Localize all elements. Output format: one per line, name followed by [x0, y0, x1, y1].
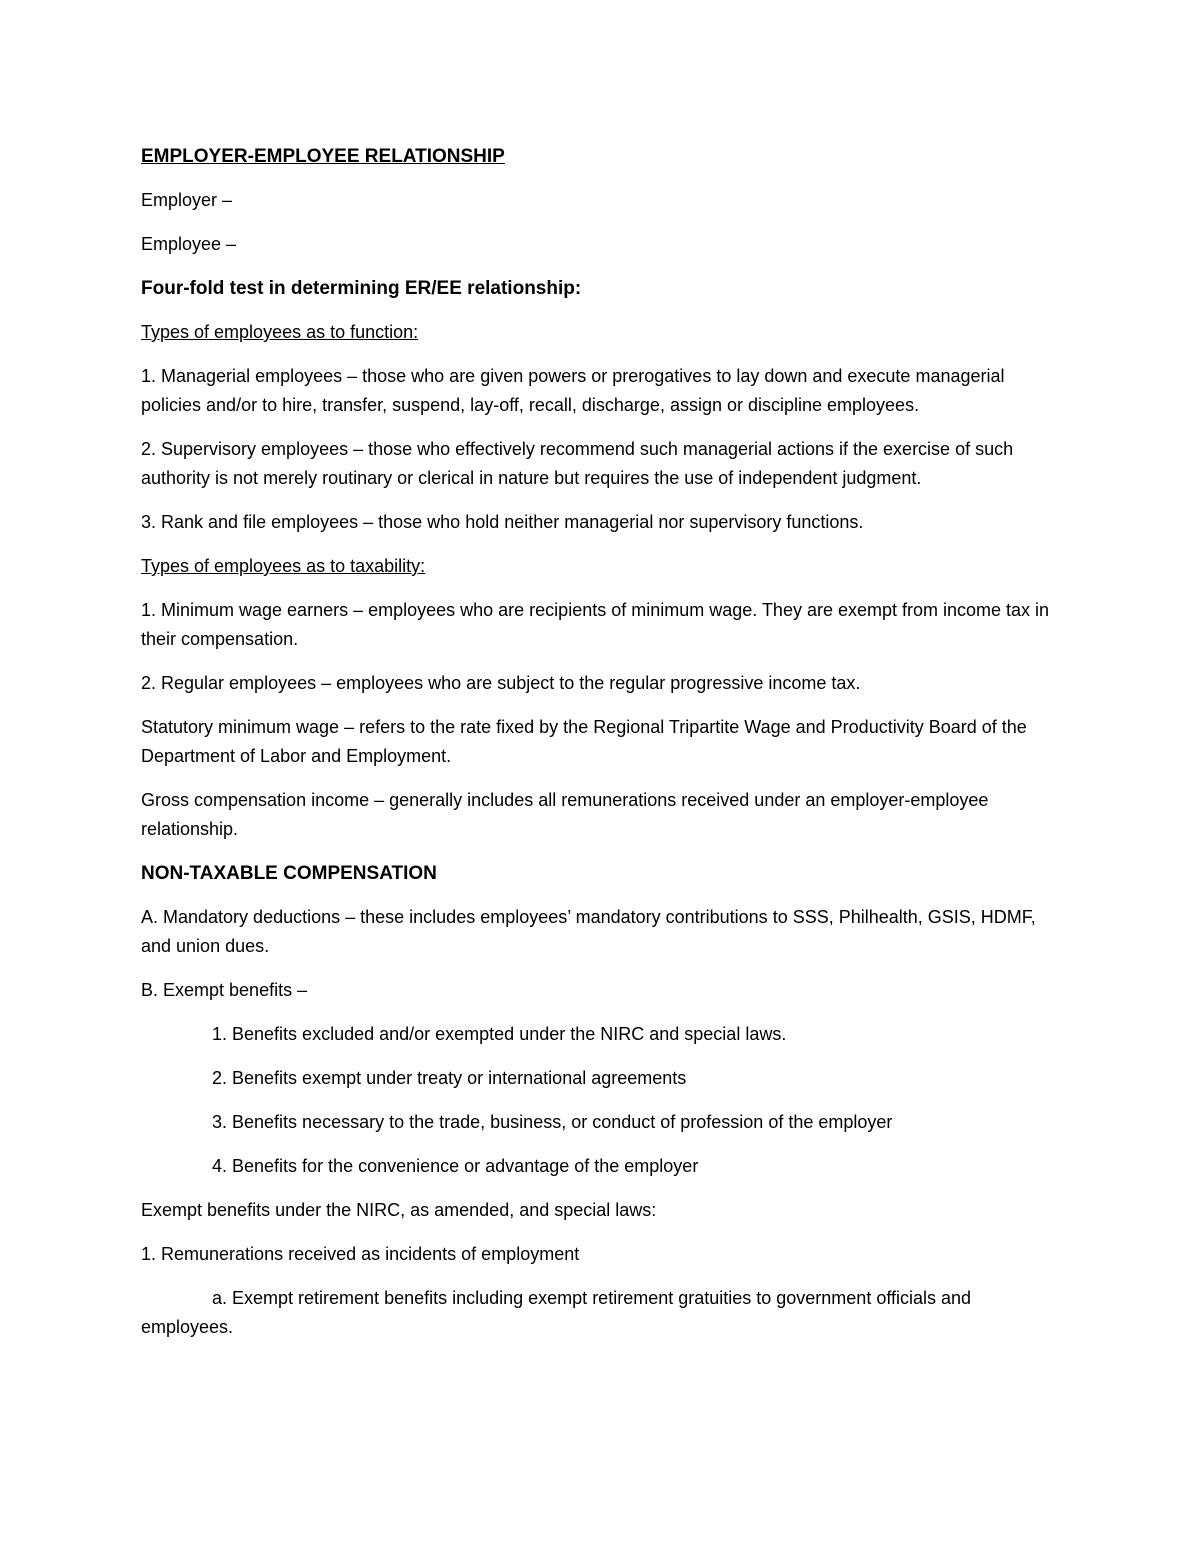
list-item: 4. Benefits for the convenience or advantage of the employer — [212, 1156, 699, 1176]
document-body — [141, 142, 1061, 1357]
list-item: 2. Benefits exempt under treaty or international agreements — [212, 1068, 687, 1088]
taxability-item-minimum-wage: 1. Minimum wage earners – employees who are recipients of minimum wage. They are exempt from income tax in their compensation. — [141, 600, 1050, 649]
statutory-minimum-wage-paragraph: Statutory minimum wage – refers to the rate fixed by the Regional Tripartite Wage and Productivity Board of the Department of Labor and Employment. — [141, 717, 1027, 766]
function-item-supervisory: 2. Supervisory employees – those who effectively recommend such managerial actions if the exercise of such authority is not merely routinary or clerical in nature but requires the use of independent judgment. — [141, 439, 1014, 488]
remunerations-item: 1. Remunerations received as incidents of employment — [141, 1244, 580, 1264]
mandatory-deductions-paragraph: A. Mandatory deductions – these includes employees’ mandatory contributions to SSS, Philhealth, GSIS, HDMF, and union dues. — [141, 907, 1036, 956]
employer-definition: Employer – — [141, 190, 233, 210]
types-function-heading: Types of employees as to function: — [141, 322, 419, 342]
function-item-rank-and-file: 3. Rank and file employees – those who hold neither managerial nor supervisory functions. — [141, 512, 864, 532]
gross-compensation-income-paragraph: Gross compensation income – generally includes all remunerations received under an employer-employee relationship. — [141, 790, 989, 839]
fourfold-test-heading: Four-fold test in determining ER/EE relationship: — [141, 278, 582, 299]
exempt-nirc-heading: Exempt benefits under the NIRC, as amended, and special laws: — [141, 1200, 657, 1220]
list-item: 3. Benefits necessary to the trade, business, or conduct of profession of the employer — [212, 1112, 893, 1132]
non-taxable-compensation-heading: NON-TAXABLE COMPENSATION — [141, 863, 437, 884]
types-taxability-heading: Types of employees as to taxability: — [141, 556, 426, 576]
list-item: 1. Benefits excluded and/or exempted under the NIRC and special laws. — [212, 1024, 787, 1044]
document-title: EMPLOYER-EMPLOYEE RELATIONSHIP — [141, 146, 505, 167]
employee-definition: Employee – — [141, 234, 237, 254]
function-item-managerial: 1. Managerial employees – those who are given powers or prerogatives to lay down and execute managerial policies and/or to hire, transfer, suspend, lay-off, recall, discharge, assign or discipline employees. — [141, 366, 1005, 415]
retirement-benefits-item: a. Exempt retirement benefits including exempt retirement gratuities to government officials and employees. — [141, 1288, 972, 1337]
taxability-item-regular: 2. Regular employees – employees who are subject to the regular progressive income tax. — [141, 673, 861, 693]
exempt-benefits-list — [141, 1020, 1061, 1181]
exempt-benefits-heading: B. Exempt benefits – — [141, 980, 308, 1000]
